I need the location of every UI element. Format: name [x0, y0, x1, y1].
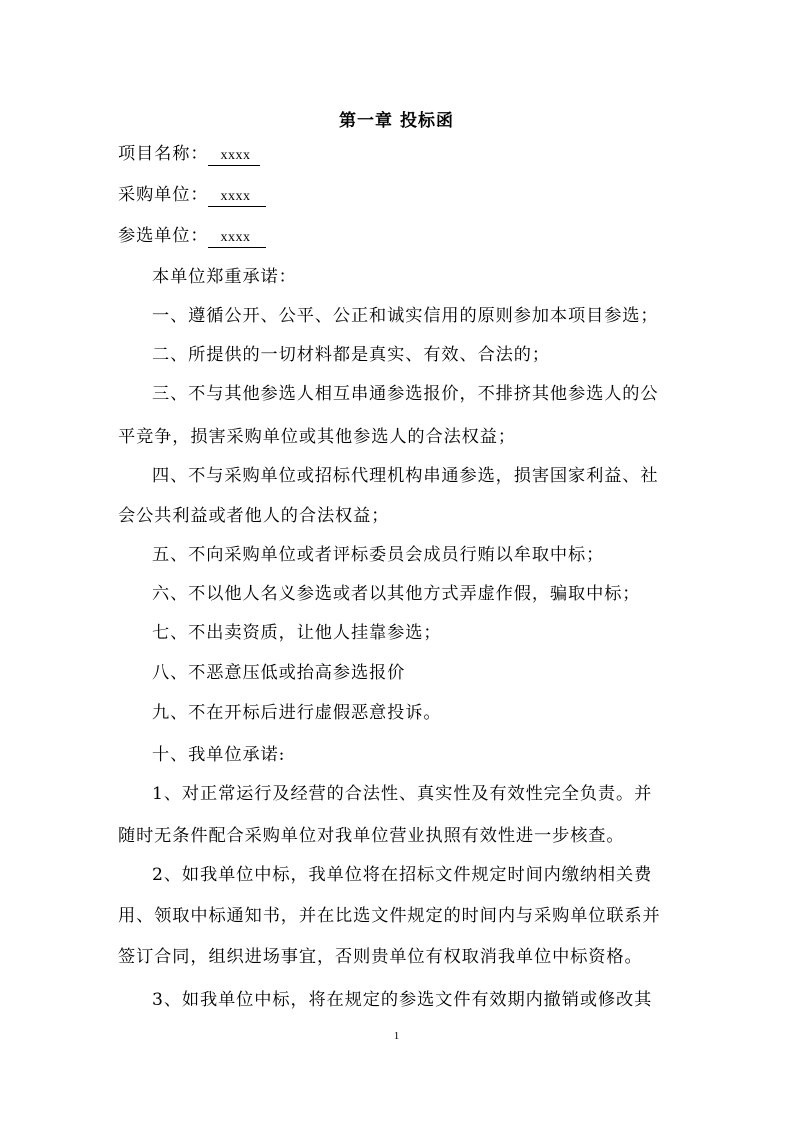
page-title: 第一章 投标函	[339, 111, 454, 131]
field-label: 采购单位：	[118, 185, 209, 205]
paragraph-sub-2-cont2: 签订合同，组织进场事宜，否则贵单位有权取消我单位中标资格。	[118, 947, 643, 967]
field-bidding-unit	[118, 225, 678, 248]
paragraph-sub-2-cont: 用、领取中标通知书，并在比选文件规定的时间内与采购单位联系并	[118, 906, 661, 926]
paragraph-sub-2: 2、如我单位中标，我单位将在招标文件规定时间内缴纳相关费	[152, 865, 653, 885]
field-purchasing-unit	[118, 184, 678, 207]
paragraph-sub-3: 3、如我单位中标，将在规定的参选文件有效期内撤销或修改其	[152, 990, 653, 1010]
field-value: xxxx	[208, 188, 266, 207]
paragraph-item-3: 三、不与其他参选人相互串通参选报价，不排挤其他参选人的公	[152, 384, 659, 404]
paragraph-item-4: 四、不与采购单位或招标代理机构串通参选，损害国家利益、社	[152, 466, 659, 486]
field-label: 参选单位：	[118, 226, 209, 246]
paragraph-item-8: 八、不恶意压低或抬高参选报价	[152, 663, 406, 683]
paragraph-item-6: 六、不以他人名义参选或者以其他方式弄虚作假，骗取中标；	[152, 584, 641, 604]
paragraph-sub-1-cont: 随时无条件配合采购单位对我单位营业执照有效性进一步核查。	[118, 826, 625, 846]
paragraph-sub-1: 1、对正常运行及经营的合法性、真实性及有效性完全负责。并	[152, 784, 653, 804]
page-number: 1	[393, 1030, 400, 1042]
field-label: 项目名称：	[118, 144, 209, 164]
paragraph-item-2: 二、所提供的一切材料都是真实、有效、合法的；	[152, 345, 550, 365]
paragraph-item-3-cont: 平竞争，损害采购单位或其他参选人的合法权益；	[118, 427, 516, 447]
paragraph-item-9: 九、不在开标后进行虚假恶意投诉。	[152, 703, 442, 723]
paragraph-intro: 本单位郑重承诺：	[152, 267, 297, 287]
paragraph-item-4-cont: 会公共利益或者他人的合法权益；	[118, 506, 390, 526]
field-value: xxxx	[208, 229, 266, 248]
paragraph-item-10: 十、我单位承诺:	[152, 745, 286, 765]
paragraph-item-5: 五、不向采购单位或者评标委员会成员行贿以牟取中标；	[152, 545, 605, 565]
field-value: xxxx	[208, 147, 260, 166]
paragraph-item-7: 七、不出卖资质，让他人挂靠参选；	[152, 623, 442, 643]
field-project-name	[118, 143, 678, 166]
paragraph-item-1: 一、遵循公开、公平、公正和诚实信用的原则参加本项目参选；	[152, 306, 659, 326]
